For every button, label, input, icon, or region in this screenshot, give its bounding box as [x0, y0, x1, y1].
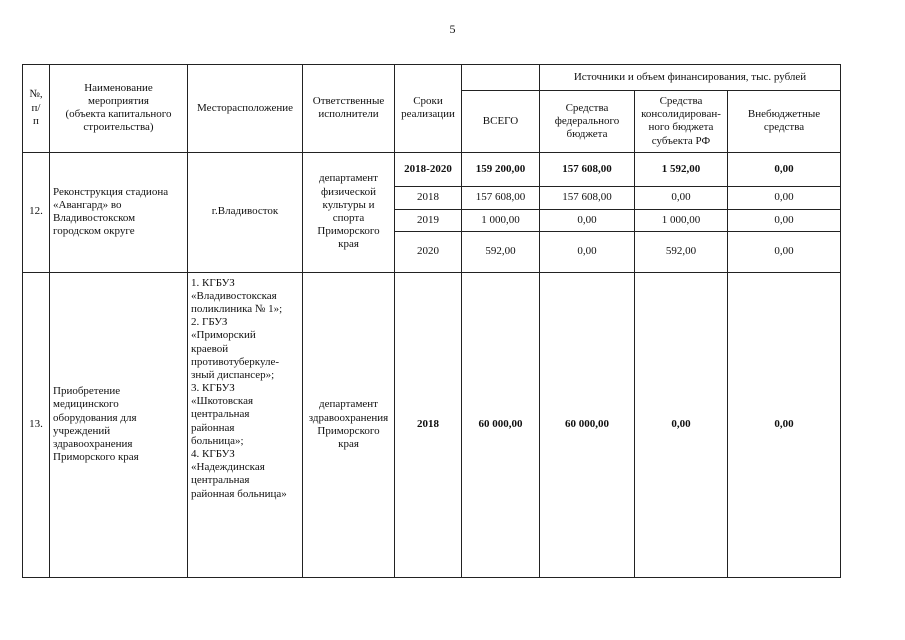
row13-name: Приобретение медицинского оборудования для учреждений здравоохранения Приморского края	[50, 272, 188, 577]
row13-extra: 0,00	[728, 272, 841, 577]
header-location: Месторасположение	[188, 65, 303, 153]
row12-federal: 157 608,00	[540, 152, 635, 187]
row12-total: 1 000,00	[462, 209, 540, 231]
funding-table	[22, 64, 841, 578]
header-extrabudget: Внебюджетные средства	[728, 91, 841, 152]
header-row-1	[23, 65, 841, 91]
header-funding-group: Источники и объем финансирования, тыс. рублей	[540, 65, 841, 91]
row12-extra: 0,00	[728, 152, 841, 187]
row13-location: 1. КГБУЗ «Владивостокская поликлиника № 1»; 2. ГБУЗ «Приморский краевой противотуберкуле- зный диспансер»; 3. КГБУЗ «Шкотовская центральная районная больница»; 4. КГБУЗ «Надеждинская центральная районная больница»	[188, 272, 303, 577]
page-number: 5	[449, 22, 456, 36]
row12-consolidated: 0,00	[635, 187, 728, 209]
row12-executor: департамент физической культуры и спорта Приморского края	[303, 152, 395, 272]
row13-consolidated: 0,00	[635, 272, 728, 577]
header-period: Сроки реализации	[395, 65, 462, 153]
row12-extra: 0,00	[728, 209, 841, 231]
row12-federal: 0,00	[540, 209, 635, 231]
row12-consolidated: 1 000,00	[635, 209, 728, 231]
table-row	[23, 272, 841, 577]
header-total: ВСЕГО	[462, 91, 540, 152]
row13-period: 2018	[395, 272, 462, 577]
row12-name: Реконструкция стадиона «Авангард» во Владивостокском городском округе	[50, 152, 188, 272]
row13-federal: 60 000,00	[540, 272, 635, 577]
row12-location: г.Владивосток	[188, 152, 303, 272]
header-executors: Ответственные исполнители	[303, 65, 395, 153]
row12-period: 2020	[395, 231, 462, 272]
row12-federal: 157 608,00	[540, 187, 635, 209]
row12-period: 2018-2020	[395, 152, 462, 187]
row13-total: 60 000,00	[462, 272, 540, 577]
row12-extra: 0,00	[728, 231, 841, 272]
header-consolidated: Средства консолидирован- ного бюджета субъекта РФ	[635, 91, 728, 152]
row12-period: 2018	[395, 187, 462, 209]
row12-federal: 0,00	[540, 231, 635, 272]
header-num: №, п/ п	[23, 65, 50, 153]
header-empty-cell	[462, 65, 540, 91]
row13-executor: департамент здравоохранения Приморского края	[303, 272, 395, 577]
header-federal: Средства федерального бюджета	[540, 91, 635, 152]
header-name: Наименование мероприятия (объекта капитального строительства)	[50, 65, 188, 153]
row12-num: 12.	[23, 152, 50, 272]
row12-period: 2019	[395, 209, 462, 231]
row12-total: 159 200,00	[462, 152, 540, 187]
row12-consolidated: 592,00	[635, 231, 728, 272]
row13-num: 13.	[23, 272, 50, 577]
row12-extra: 0,00	[728, 187, 841, 209]
row12-total: 592,00	[462, 231, 540, 272]
row12-total: 157 608,00	[462, 187, 540, 209]
table-row	[23, 152, 841, 187]
row12-consolidated: 1 592,00	[635, 152, 728, 187]
